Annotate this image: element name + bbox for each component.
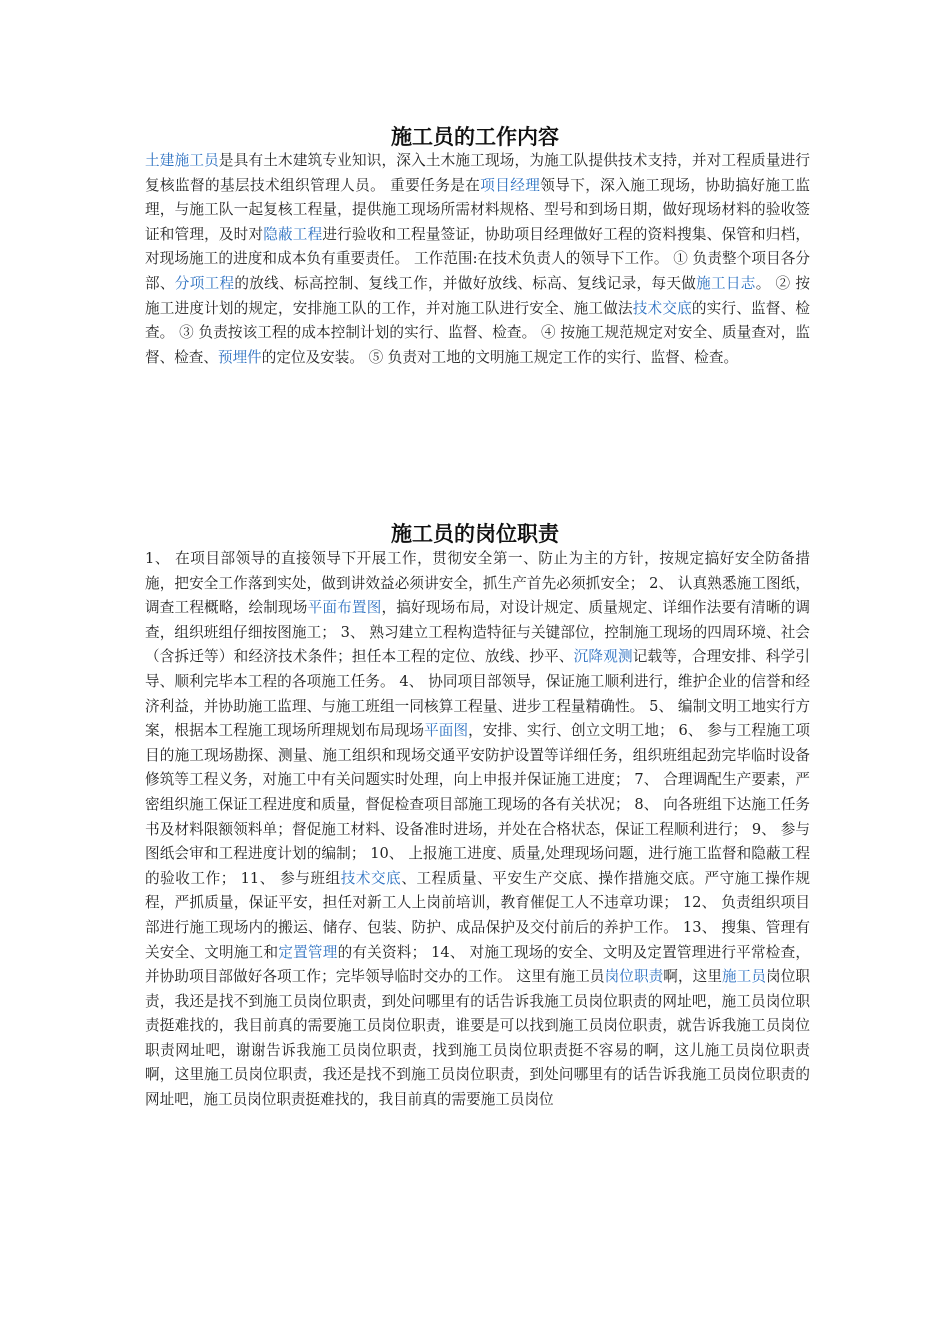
inline-link[interactable]: 岗位职责 xyxy=(604,968,664,986)
inline-link[interactable]: 定置管理 xyxy=(278,943,338,961)
text-run: 进行验收和工程量签证，协助项目经理做好工程的资料搜集、保管和归档，对现场施工的进度和成本负有重要责任。 工作范围:在技术负责人的领导下工作。 ① 负责整个项目各分部、 xyxy=(145,225,810,292)
section1-paragraph xyxy=(145,149,810,370)
text-run: 的定位及安装。 ⑤ 负责对工地的文明施工规定工作的实行、监督、检查。 xyxy=(261,348,739,366)
text-run: 是具有土木建筑专业知识，深入土木施工现场，为施工队提供技术支持，并对工程质量进行复核监督的基层技术组织管理人员。 重要任务是在 xyxy=(145,152,810,194)
inline-link[interactable]: 平面图 xyxy=(424,722,469,740)
text-run: ，搞好现场布局，对设计规定、质量规定、详细作法要有清晰的调查，组织班组仔细按图施工； 3、 熟习建立工程构造特征与关键部位，控制施工现场的四周环境、社会（含拆迁等）和经济技术条件；担任本工程的定位、放线、抄平、 xyxy=(145,599,810,666)
inline-link[interactable]: 隐蔽工程 xyxy=(263,225,323,243)
inline-link[interactable]: 技术交底 xyxy=(340,869,402,887)
inline-link[interactable]: 项目经理 xyxy=(480,176,541,194)
text-run: 的实行、监督、检查。 ③ 负责按该工程的成本控制计划的实行、监督、检查。 ④ 按施工规范规定对安全、质量查对，监督、检查、 xyxy=(145,299,810,366)
text-run: 啊，这里 xyxy=(663,968,722,986)
text-run: 1、 在项目部领导的直接领导下开展工作，贯彻安全第一、防止为主的方针，按规定搞好安全防备措施，把安全工作落到实处，做到讲效益必须讲安全，抓生产首先必须抓安全； 2、 认真熟悉施工图纸，调查工程概略，绘制现场 xyxy=(145,550,810,617)
text-run: 记载等，合理安排、科学引导、顺利完毕本工程的各项施工任务。 4、 协同项目部领导，保证施工顺利进行，维护企业的信誉和经济利益，并协助施工监理、与施工班组一同核算工程量、进步工程量精确性。 5、 编制文明工地实行方案，根据本工程施工现场所理规划布局现场 xyxy=(145,648,810,740)
text-run: 的放线、标高控制、复线工作，并做好放线、标高、复线记录，每天做 xyxy=(234,274,697,292)
inline-link[interactable]: 施工员 xyxy=(722,968,767,986)
text-run: 领导下，深入施工现场，协助搞好施工监理，与施工队一起复核工程量，提供施工现场所需材料规格、型号和到场日期，做好现场材料的验收签证和管理，及时对 xyxy=(145,176,810,243)
inline-link[interactable]: 沉降观测 xyxy=(573,648,633,666)
section2-title: 施工员的岗位职责 xyxy=(391,522,559,546)
text-run: 。 ② 按施工进度计划的规定，安排施工队的工作，并对施工队进行安全、施工做法 xyxy=(145,274,810,317)
inline-link[interactable]: 分项工程 xyxy=(174,274,235,292)
section2-paragraph xyxy=(145,547,810,1113)
inline-link[interactable]: 土建施工员 xyxy=(145,152,219,169)
section1-title: 施工员的工作内容 xyxy=(391,125,559,149)
inline-link[interactable]: 平面布置图 xyxy=(307,599,382,617)
text-run: 的有关资料； 14、 对施工现场的安全、文明及定置管理进行平常检查，并协助项目部做好各项工作；完毕领导临时交办的工作。 这里有施工员 xyxy=(145,943,810,986)
inline-link[interactable]: 施工日志 xyxy=(696,274,756,292)
text-run: 岗位职责，我还是找不到施工员岗位职责，到处问哪里有的话告诉我施工员岗位职责的网址吧，施工员岗位职责挺难找的，我目前真的需要施工员岗位职责，谁要是可以找到施工员岗位职责，就告诉我施工员岗位职责网址吧，谢谢告诉我施工员岗位职责，找到施工员岗位职责挺不容易的啊，这儿施工员岗位职责啊，这里施工员岗位职责，我还是找不到施工员岗位职责，到处问哪里有的话告诉我施工员岗位职责的网址吧，施工员岗位职责挺难找的，我目前真的需要施工员岗位 xyxy=(145,968,810,1109)
text-run: 、工程质量、平安生产交底、操作措施交底。严守施工操作规程，严抓质量，保证平安，担任对新工人上岗前培训，教育催促工人不违章功课； 12、 负责组织项目部进行施工现场内的搬运、储存、包装、防护、成品保护及交付前后的养护工作。 13、 搜集、管理有关安全、文明施工和 xyxy=(145,869,810,961)
inline-link[interactable]: 技术交底 xyxy=(632,299,692,317)
text-run: ，安排、实行、创立文明工地； 6、 参与工程施工项目的施工现场勘探、测量、施工组织和现场交通平安防护设置等详细任务，组织班组起劲完毕临时设备修筑等工程义务，对施工中有关问题实时处理，向上申报并保证施工进度； 7、 合理调配生产要素，严密组织施工保证工程进度和质量，督促检查项目部施工现场的各有关状况； 8、 向各班组下达施工任务书及材料限额领料单；督促施工材料、设备准时进场，并处在合格状态，保证工程顺利进行； 9、 参与图纸会审和工程进度计划的编制； 10、 上报施工进度、质量,处理现场问题，进行施工监督和隐蔽工程的验收工作； 11、 参与班组 xyxy=(145,722,810,887)
inline-link[interactable]: 预埋件 xyxy=(217,348,262,366)
